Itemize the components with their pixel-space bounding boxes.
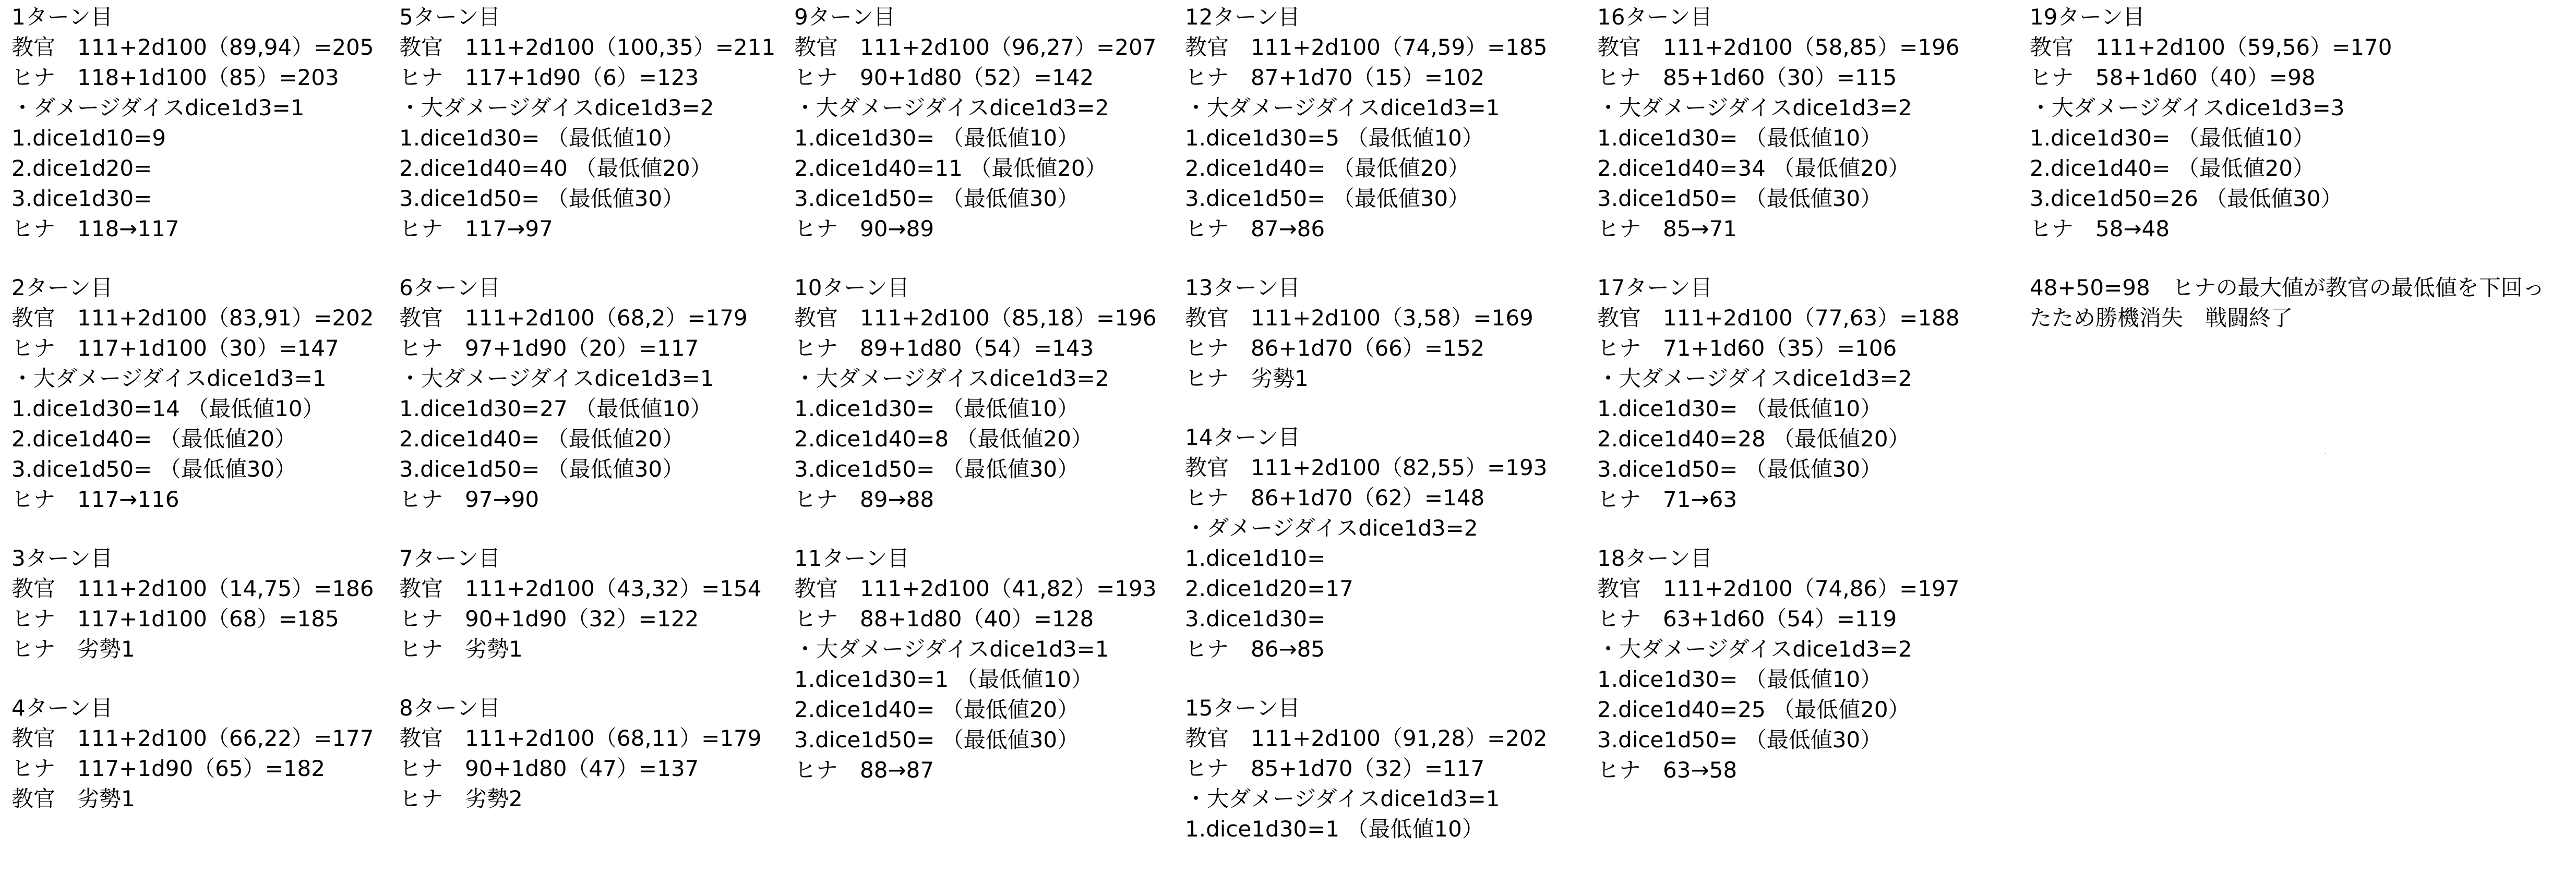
log-line: ・大ダメージダイスdice1d3=2 [794,95,1109,120]
log-line: ヒナ 劣勢1 [399,636,523,662]
log-line: 教官 111+2d100（82,55）=193 [1185,455,1548,480]
log-line: ヒナ 86+1d70（62）=148 [1185,485,1485,511]
log-line: ヒナ 71+1d60（35）=106 [1597,335,1897,361]
log-line: 教官 111+2d100（43,32）=154 [399,576,762,601]
turn-block [1185,422,1548,664]
turn-block [399,543,775,664]
log-line: ・大ダメージダイスdice1d3=1 [399,366,714,391]
log-line: 3.dice1d50= （最低値30） [1185,186,1470,211]
log-line: 教官 111+2d100（3,58）=169 [1185,305,1533,331]
battle-end-note [2030,273,2545,333]
turn-heading: 19ターン目 [2030,4,2145,30]
log-line: 1.dice1d10=9 [11,125,166,151]
log-line: ・大ダメージダイスdice1d3=2 [1597,366,1912,391]
log-line: 教官 111+2d100（91,28）=202 [1185,725,1548,751]
log-line: ・ダメージダイスdice1d3=2 [1185,515,1478,541]
log-line: 2.dice1d40=25 （最低値20） [1597,697,1910,722]
log-line: 1.dice1d30= （最低値10） [1597,396,1883,421]
turn-heading: 13ターン目 [1185,275,1300,300]
turn-heading: 10ターン目 [794,275,909,300]
turn-heading: 4ターン目 [11,695,113,721]
log-line: 2.dice1d20= [11,155,152,181]
log-column-4 [1185,2,1548,873]
log-line: 1.dice1d30= （最低値10） [794,396,1080,421]
log-line: 3.dice1d50= （最低値30） [1597,456,1883,482]
log-line: 48+50=98 ヒナの最大値が教官の最低値を下回っ [2030,275,2545,300]
log-line: 教官 111+2d100（68,11）=179 [399,725,762,751]
log-line: 教官 111+2d100（77,63）=188 [1597,305,1960,331]
log-line: 1.dice1d30= （最低値10） [1597,125,1883,151]
log-line: 2.dice1d40=40 （最低値20） [399,155,712,181]
log-line: 教官 111+2d100（58,85）=196 [1597,34,1960,60]
log-line: ヒナ 117→97 [399,216,553,241]
log-line: 教官 111+2d100（96,27）=207 [794,34,1157,60]
turn-heading: 1ターン目 [11,4,113,30]
log-column-1 [11,2,374,843]
log-line: ・大ダメージダイスdice1d3=1 [794,636,1109,662]
log-line: 3.dice1d50= （最低値30） [1597,727,1883,753]
log-line: ヒナ 117+1d100（68）=185 [11,606,339,632]
log-line: ヒナ 58→48 [2030,216,2170,241]
turn-heading: 8ターン目 [399,695,500,721]
log-line: 3.dice1d50= （最低値30） [1597,186,1883,211]
log-line: ヒナ 63+1d60（54）=119 [1597,606,1897,632]
log-line: 教官 111+2d100（66,22）=177 [11,725,374,751]
turn-block [1597,273,1960,515]
log-line: ヒナ 90+1d80（47）=137 [399,756,699,781]
turn-block [1597,543,1960,785]
log-line: ヒナ 87+1d70（15）=102 [1185,65,1485,90]
turn-block [11,693,374,814]
log-line: 2.dice1d40= （最低値20） [2030,155,2315,181]
log-column-2 [399,2,775,843]
log-line: ヒナ 90+1d90（32）=122 [399,606,699,632]
turn-heading: 16ターン目 [1597,4,1712,30]
turn-heading: 12ターン目 [1185,4,1300,30]
log-line: 1.dice1d30=1 （最低値10） [1185,816,1484,842]
log-line: 1.dice1d30= （最低値10） [1597,666,1883,692]
log-line: 3.dice1d50= （最低値30） [794,456,1080,482]
log-line: ヒナ 117+1d90（6）=123 [399,65,699,90]
log-line: 2.dice1d40=11 （最低値20） [794,155,1107,181]
log-line: 3.dice1d30= [1185,606,1326,632]
turn-block [794,273,1157,515]
log-line: 3.dice1d50=26 （最低値30） [2030,186,2343,211]
log-line: ヒナ 86→85 [1185,636,1325,662]
turn-heading: 2ターン目 [11,275,113,300]
log-line: 教官 111+2d100（41,82）=193 [794,576,1157,601]
turn-heading: 5ターン目 [399,4,500,30]
turn-heading: 17ターン目 [1597,275,1712,300]
turn-block [11,2,374,244]
log-line: ・大ダメージダイスdice1d3=2 [794,366,1109,391]
log-line: ヒナ 89→88 [794,487,934,512]
log-line: ヒナ 89+1d80（54）=143 [794,335,1094,361]
log-line: ・大ダメージダイスdice1d3=2 [1597,636,1912,662]
log-line: 教官 111+2d100（74,86）=197 [1597,576,1960,601]
log-line: ヒナ 90→89 [794,216,934,241]
log-line: ヒナ 85+1d60（30）=115 [1597,65,1897,90]
log-line: 2.dice1d40=28 （最低値20） [1597,426,1910,452]
log-line: 教官 111+2d100（68,2）=179 [399,305,748,331]
log-line: ヒナ 劣勢1 [11,636,135,662]
log-line: ・大ダメージダイスdice1d3=1 [1185,786,1500,811]
turn-block [11,273,374,515]
log-line: 3.dice1d50= （最低値30） [11,456,297,482]
log-line: 1.dice1d30= （最低値10） [2030,125,2315,151]
log-line: ヒナ 117+1d90（65）=182 [11,756,325,781]
log-line: ヒナ 71→63 [1597,487,1738,512]
log-line: 2.dice1d40= （最低値20） [11,426,297,452]
turn-block [399,273,775,515]
log-line: 1.dice1d30= （最低値10） [794,125,1080,151]
stray-dot [2325,453,2326,454]
log-line: ・大ダメージダイスdice1d3=2 [1597,95,1912,120]
log-line: 2.dice1d40=34 （最低値20） [1597,155,1910,181]
turn-heading: 11ターン目 [794,545,909,571]
log-line: ・大ダメージダイスdice1d3=1 [11,366,327,391]
turn-block [399,693,775,814]
log-line: 教官 111+2d100（100,35）=211 [399,34,776,60]
turn-block [2030,2,2545,244]
log-line: 教官 111+2d100（89,94）=205 [11,34,374,60]
log-line: ・大ダメージダイスdice1d3=3 [2030,95,2345,120]
turn-heading: 9ターン目 [794,4,895,30]
log-column-5 [1597,2,1960,814]
log-line: ヒナ 劣勢1 [1185,366,1309,391]
log-line: ヒナ 86+1d70（66）=152 [1185,335,1485,361]
turn-heading: 7ターン目 [399,545,500,571]
log-line: 教官 劣勢1 [11,786,135,811]
log-line: 2.dice1d20=17 [1185,576,1353,601]
log-line: 1.dice1d30= （最低値10） [399,125,685,151]
log-line: ヒナ 88→87 [794,757,934,783]
log-line: ヒナ 劣勢2 [399,786,523,811]
turn-heading: 18ターン目 [1597,545,1712,571]
log-line: 3.dice1d50= （最低値30） [399,456,685,482]
log-line: ヒナ 118+1d100（85）=203 [11,65,339,90]
log-line: 教官 111+2d100（74,59）=185 [1185,34,1548,60]
log-line: ・大ダメージダイスdice1d3=1 [1185,95,1500,120]
turn-block [794,543,1157,785]
turn-heading: 6ターン目 [399,275,500,300]
log-line: ヒナ 88+1d80（40）=128 [794,606,1094,632]
log-line: 2.dice1d40= （最低値20） [794,697,1080,722]
log-line: ヒナ 87→86 [1185,216,1325,241]
log-line: 2.dice1d40= （最低値20） [1185,155,1470,181]
log-line: 1.dice1d10= [1185,545,1326,571]
log-line: ヒナ 117→116 [11,487,179,512]
turn-block [794,2,1157,244]
log-line: ヒナ 97+1d90（20）=117 [399,335,699,361]
log-line: ・ダメージダイスdice1d3=1 [11,95,305,120]
log-line: 3.dice1d50= （最低値30） [794,186,1080,211]
log-line: 1.dice1d30=27 （最低値10） [399,396,712,421]
log-line: ヒナ 117+1d100（30）=147 [11,335,339,361]
log-line: 1.dice1d30=14 （最低値10） [11,396,325,421]
turn-heading: 15ターン目 [1185,695,1300,721]
log-line: 教官 111+2d100（59,56）=170 [2030,34,2392,60]
log-column-6 [2030,2,2545,362]
log-line: ヒナ 63→58 [1597,757,1738,783]
log-line: 1.dice1d30=1 （最低値10） [794,666,1093,692]
turn-block [1597,2,1960,244]
log-line: 教官 111+2d100（14,75）=186 [11,576,374,601]
turn-block [1185,2,1548,244]
log-line: 2.dice1d40=8 （最低値20） [794,426,1093,452]
log-line: ヒナ 97→90 [399,487,540,512]
log-line: 3.dice1d50= （最低値30） [399,186,685,211]
log-line: ヒナ 85+1d70（32）=117 [1185,756,1485,781]
log-line: 3.dice1d30= [11,186,152,211]
log-line: ヒナ 85→71 [1597,216,1738,241]
turn-block [1185,273,1548,394]
turn-block [11,543,374,664]
log-line: 2.dice1d40= （最低値20） [399,426,685,452]
turn-block [399,2,775,244]
log-line: 教官 111+2d100（83,91）=202 [11,305,374,331]
log-line: 1.dice1d30=5 （最低値10） [1185,125,1484,151]
log-line: ヒナ 58+1d60（40）=98 [2030,65,2316,90]
log-line: 教官 111+2d100（85,18）=196 [794,305,1157,331]
turn-block [1185,693,1548,844]
log-line: 3.dice1d50= （最低値30） [794,727,1080,753]
log-line: たため勝機消失 戦闘終了 [2030,305,2293,331]
log-line: ヒナ 118→117 [11,216,179,241]
log-line: ヒナ 90+1d80（52）=142 [794,65,1094,90]
turn-heading: 14ターン目 [1185,425,1300,450]
log-column-3 [794,2,1157,814]
log-line: ・大ダメージダイスdice1d3=2 [399,95,714,120]
turn-heading: 3ターン目 [11,545,113,571]
